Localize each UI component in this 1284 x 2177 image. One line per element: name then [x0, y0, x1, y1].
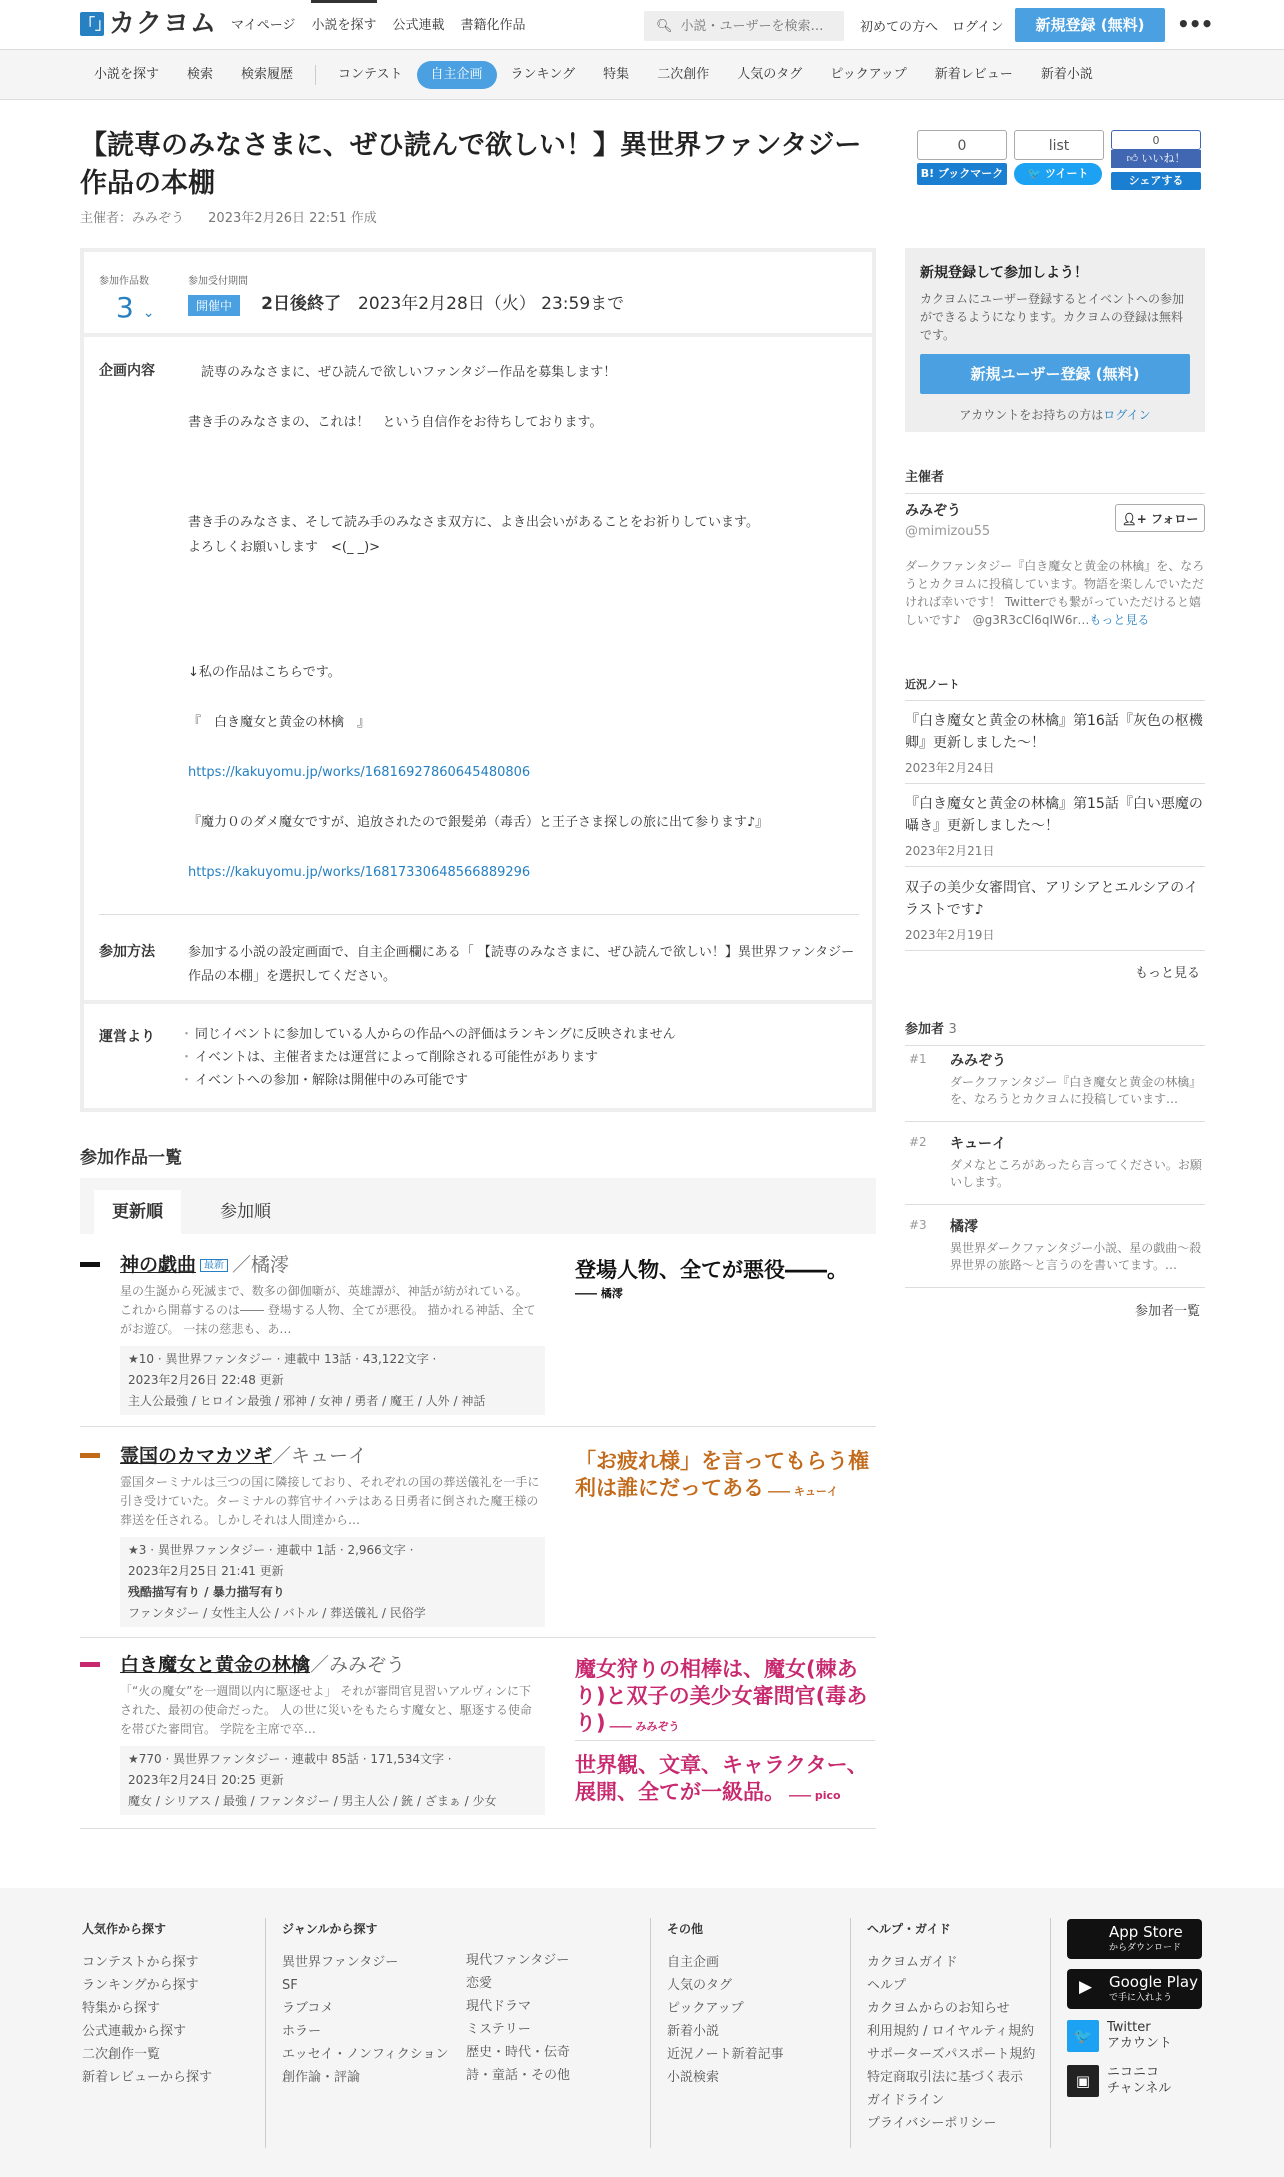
footer-link[interactable]: SF: [282, 1978, 298, 1993]
search-icon: 🔍︎: [656, 18, 673, 34]
tab-updated[interactable]: 更新順: [94, 1190, 181, 1234]
footer-link[interactable]: 現代ドラマ: [466, 1999, 532, 2014]
event-details: [80, 248, 876, 1112]
logo-mark-icon: 「」: [80, 12, 104, 36]
footer-divider: [650, 1918, 651, 2148]
app-store-button[interactable]: App Store からダウンロード: [1067, 1919, 1202, 1959]
footer-link[interactable]: サポーターズパスポート規約: [867, 2047, 1036, 2062]
footer-link[interactable]: ラブコメ: [282, 2001, 334, 2016]
member-name[interactable]: キューイ: [950, 1136, 1006, 1152]
footer-link[interactable]: 現代ファンタジー: [466, 1953, 570, 1968]
plan-url[interactable]: https://kakuyomu.jp/works/16816927860645480806: [188, 765, 531, 780]
work-stats: ★770 · 異世界ファンタジー · 連載中 85話 · 171,534文字 ·: [128, 1752, 452, 1766]
search-box[interactable]: [644, 11, 844, 41]
member-item[interactable]: [905, 1208, 1205, 1288]
plan-line: [188, 460, 858, 485]
work-review-catch: 世界観、文章、キャラクター、展開、全てが一級品。 ―― pico: [575, 1753, 868, 1804]
member-rank: #2: [909, 1135, 927, 1149]
work-color-bar: [80, 1262, 100, 1267]
work-stats: ★10 · 異世界ファンタジー · 連載中 13話 · 43,122文字 ·: [128, 1352, 437, 1366]
plan-line: ↓私の作品はこちらです。: [188, 665, 341, 680]
footer-link[interactable]: 特集から探す: [82, 2001, 161, 2016]
footer-col-title: その他: [667, 1922, 704, 1936]
rules-label: 運営より: [99, 1029, 155, 1045]
footer-link[interactable]: 利用規約 / ロイヤルティ規約: [867, 2024, 1035, 2039]
niconico-channel-link[interactable]: ▣ ニコニコ チャンネル: [1067, 2065, 1202, 2097]
login-link[interactable]: ログイン: [952, 19, 1004, 35]
footer-link[interactable]: カクヨムからのお知らせ: [867, 2001, 1010, 2016]
header-links: [860, 0, 1017, 50]
event-created: 2023年2月26日 22:51 作成: [208, 211, 377, 226]
footer-col-popular: [82, 1920, 212, 2089]
footer-col-title: 人気作から探す: [82, 1922, 167, 1936]
member-name[interactable]: 橘澪: [950, 1219, 978, 1235]
how-label: 参加方法: [99, 944, 155, 960]
work-item: [80, 1250, 876, 1427]
rule-item: ・ イベントは、主催者または運営によって削除される可能性があります: [180, 1046, 676, 1069]
work-title[interactable]: 霊国のカマカツギ: [120, 1445, 273, 1467]
search-input[interactable]: [681, 19, 841, 34]
work-title-line: [120, 1441, 367, 1468]
first-time-link[interactable]: 初めての方へ: [860, 19, 939, 35]
footer-link[interactable]: 恋愛: [466, 1976, 493, 1991]
plan-line: [188, 585, 858, 610]
plan-line: [188, 485, 858, 510]
member-desc: ダメなところがあったら言ってください。お願いします。: [950, 1158, 1202, 1189]
host-id: @mimizou55: [905, 524, 991, 539]
work-color-bar: [80, 1453, 100, 1458]
signup-title: 新規登録して参加しよう！: [920, 265, 1088, 281]
subnav-pickup[interactable]: ピックアップ: [830, 67, 907, 82]
plan-line: 『魔力０のダメ魔女ですが、追放されたので銀髪弟（毒舌）と王子さま探しの旅に出て参ります♪』: [188, 815, 769, 830]
subnav-fanfic[interactable]: 二次創作: [657, 67, 710, 82]
event-summary: [84, 252, 872, 337]
signup-button[interactable]: 新規ユーザー登録 (無料): [920, 354, 1190, 394]
divider: [99, 914, 859, 915]
footer-link[interactable]: 小説検索: [667, 2070, 720, 2085]
plan-line: [188, 385, 858, 410]
footer-col-title: ジャンルから探す: [282, 1922, 378, 1936]
plan-line: [188, 610, 858, 635]
work-updated: 2023年2月26日 22:48 更新: [128, 1373, 284, 1387]
footer-link[interactable]: ピックアップ: [667, 2001, 744, 2016]
rule-item: ・ イベントへの参加・解除は開催中のみ可能です: [180, 1069, 676, 1092]
footer-col-title: ヘルプ・ガイド: [867, 1922, 951, 1936]
footer-col-genre-2: [466, 1949, 570, 2087]
work-warnings: 残酷描写有り / 暴力描写有り: [128, 1585, 285, 1599]
bookmark-label: B! ブックマーク: [917, 163, 1007, 185]
how-to-join: 参加する小説の設定画面で、自主企画欄にある「 【読専のみなさまに、ぜひ読んで欲しい！】異世界ファンタジー作品の本棚」を選択してください。: [188, 945, 855, 984]
global-header: [0, 0, 1284, 50]
host-bio: ダークファンタジー『白き魔女と黄金の林檎』を、なろうとカクヨムに投稿しています。物語を楽しんでいただければ幸いです！ Twitterでも繋がっていただけると嬉しいです♪ @g3R3cCl6qIW6r…もっと見る: [905, 559, 1205, 627]
facebook-buttons: [1111, 130, 1201, 194]
footer-link[interactable]: 特定商取引法に基づく表示: [867, 2070, 1024, 2085]
follow-icon: 👤︎+: [1121, 512, 1147, 526]
remaining-days: 2日後終了: [261, 294, 341, 314]
plan-line: 書き手のみなさまの、これは！ という自信作をお待ちしております。: [188, 415, 603, 430]
work-item: [80, 1650, 876, 1829]
signup-panel: [905, 248, 1205, 432]
plan-line: [188, 435, 858, 460]
kakuyomu-logo[interactable]: [80, 9, 218, 39]
status-badge: 開催中: [188, 295, 240, 316]
subnav-contest[interactable]: コンテスト: [338, 67, 403, 82]
event-meta: [80, 207, 397, 226]
work-item: [80, 1441, 876, 1638]
footer-link[interactable]: コンテストから探す: [82, 1955, 199, 1970]
work-intro: 「“火の魔女”を一週間以内に駆逐せよ」 それが審問官見習いアルヴィンに下された、最初の使命だった。 人の世に災いをもたらす魔女と、駆逐する使命を帯びた審問官。 学院を主席で卒…: [120, 1684, 532, 1736]
entry-count: [99, 272, 154, 324]
work-info: [120, 1537, 545, 1627]
subnav-history[interactable]: 検索履歴: [241, 67, 294, 82]
work-title[interactable]: 白き魔女と黄金の林檎: [120, 1654, 311, 1676]
footer-link[interactable]: 人気のタグ: [667, 1978, 733, 1993]
twitter-account-link[interactable]: 🐦 Twitter アカウント: [1067, 2020, 1202, 2052]
note-title[interactable]: 『白き魔女と黄金の林檎』第15話『白い悪魔の囁き』更新しました～！: [905, 796, 1203, 834]
work-catchphrase: 登場人物、全てが悪役――。 ―― 橘澪: [575, 1258, 848, 1300]
work-catchphrase: 「お疲れ様」を言ってもらう権利は誰にだってある ―― キューイ: [575, 1449, 869, 1500]
footer-link[interactable]: 自主企画: [667, 1955, 720, 1970]
work-title-line: [120, 1650, 405, 1677]
notes-heading: 近況ノート: [905, 676, 1205, 701]
plan-content: [188, 360, 858, 885]
nav-official-serials[interactable]: 公式連載: [392, 18, 445, 33]
plan-label: 企画内容: [99, 363, 155, 379]
footer: [0, 1888, 1284, 2177]
host-more-link[interactable]: もっと見る: [1089, 613, 1150, 627]
host-profile: [905, 500, 1205, 629]
footer-link[interactable]: 近況ノート新着記事: [667, 2047, 784, 2062]
footer-link[interactable]: 新着レビューから探す: [82, 2070, 213, 2085]
works-list-heading: 参加作品一覧: [80, 1148, 182, 1168]
member-item[interactable]: [905, 1042, 1205, 1122]
niconico-icon: ▣: [1067, 2065, 1099, 2097]
plan-line: 読専のみなさまに、ぜひ読んで欲しいファンタジー作品を募集します！: [188, 365, 617, 380]
hatena-bookmark-button[interactable]: [917, 130, 1007, 194]
subnav-ranking[interactable]: ランキング: [510, 67, 576, 82]
footer-link[interactable]: カクヨムガイド: [867, 1955, 958, 1970]
footer-divider: [850, 1918, 851, 2148]
chevron-down-icon: ⌄: [142, 305, 155, 321]
subnav-new-reviews[interactable]: 新着レビュー: [934, 67, 1013, 82]
footer-link[interactable]: ランキングから探す: [82, 1978, 199, 1993]
signup-text: カクヨムにユーザー登録するとイベントへの参加ができるようになります。カクヨムの登録は無料です。: [920, 292, 1185, 342]
footer-link[interactable]: エッセイ・ノンフィクション: [282, 2047, 449, 2062]
entry-count-label: 参加作品数: [99, 276, 149, 287]
member-rank: #3: [909, 1218, 927, 1232]
subnav-popular-tags[interactable]: 人気のタグ: [737, 67, 803, 82]
page-title: 【読専のみなさまに、ぜひ読んで欲しい！】異世界ファンタジー作品の本棚: [80, 130, 862, 199]
work-info: [120, 1746, 545, 1815]
fb-like-button[interactable]: 👍︎ いいね！: [1111, 150, 1201, 168]
footer-link[interactable]: ミステリー: [466, 2022, 531, 2037]
member-name[interactable]: みみぞう: [950, 1053, 1006, 1069]
login-prompt: アカウントをお持ちの方はログイン: [959, 408, 1151, 422]
entry-period: [188, 272, 624, 316]
footer-link[interactable]: 詩・童話・その他: [466, 2068, 571, 2083]
members-more-link[interactable]: 参加者一覧: [1135, 1304, 1201, 1319]
note-title[interactable]: 『白き魔女と黄金の林檎』第16話『灰色の枢機卿』更新しました～！: [905, 713, 1203, 751]
note-item[interactable]: [905, 877, 1205, 951]
new-badge: 最新: [200, 1259, 228, 1272]
tweet-button[interactable]: [1014, 130, 1104, 194]
footer-link[interactable]: 新着小説: [667, 2024, 720, 2039]
footer-divider: [265, 1918, 266, 2148]
work-tags[interactable]: 主人公最強 / ヒロイン最強 / 邪神 / 女神 / 勇者 / 魔王 / 人外 / 神話: [128, 1394, 486, 1408]
more-menu-icon[interactable]: •••: [1177, 12, 1213, 36]
work-catchphrase: 魔女狩りの相棒は、魔女(棘あり)と双子の美少女審問官(毒あり) ―― みみぞう: [575, 1657, 868, 1735]
subnav-user-events[interactable]: 自主企画: [417, 61, 497, 89]
period-label: 参加受付期間: [188, 276, 248, 287]
work-stats: ★3 · 異世界ファンタジー · 連載中 1話 · 2,966文字 ·: [128, 1543, 414, 1557]
nav-mypage[interactable]: マイページ: [231, 18, 296, 33]
footer-link[interactable]: 公式連載から探す: [82, 2024, 187, 2039]
work-color-bar: [80, 1662, 100, 1667]
plan-url[interactable]: https://kakuyomu.jp/works/16817330648566889296: [188, 865, 531, 880]
subnav-find[interactable]: 小説を探す: [94, 67, 160, 82]
subnav-new-novels[interactable]: 新着小説: [1040, 67, 1093, 82]
work-author[interactable]: ／みみぞう: [310, 1654, 406, 1676]
note-title[interactable]: 双子の美少女審問官、アリシアとエルシアのイラストです♪: [905, 880, 1199, 918]
share-buttons: [917, 130, 1208, 194]
subnav-divider: [315, 65, 316, 85]
member-item[interactable]: [905, 1125, 1205, 1205]
divider: [575, 1740, 875, 1741]
nav-published-works[interactable]: 書籍化作品: [460, 18, 526, 33]
note-item[interactable]: [905, 710, 1205, 784]
footer-divider: [1050, 1918, 1051, 2148]
plan-line: [188, 560, 858, 585]
works-tabs: [80, 1178, 876, 1234]
register-button[interactable]: 新規登録 (無料): [1015, 8, 1165, 42]
work-tags[interactable]: 魔女 / シリアス / 最強 / ファンタジー / 男主人公 / 銃 / ざまぁ / 少女: [128, 1794, 497, 1808]
notes-more-link[interactable]: もっと見る: [1135, 966, 1201, 981]
members-heading: 参加者 3: [905, 1018, 1205, 1046]
plan-line: 書き手のみなさま、そして読み手のみなさま双方に、よき出会いがあることをお祈りしています。: [188, 515, 759, 530]
footer-link[interactable]: プライバシーポリシー: [867, 2116, 997, 2131]
host-heading: 主催者: [905, 466, 1205, 494]
plan-line: [188, 785, 858, 810]
footer-link[interactable]: 異世界ファンタジー: [282, 1955, 399, 1970]
work-title[interactable]: 神の戯曲: [120, 1254, 197, 1276]
plan-line: [188, 835, 858, 860]
logo-text: カクヨム: [109, 9, 218, 39]
footer-col-help: [867, 1920, 1035, 2135]
deadline: 2023年2月28日（火） 23:59まで: [358, 294, 625, 314]
rules-list: [180, 1023, 676, 1092]
footer-link[interactable]: 二次創作一覧: [82, 2047, 161, 2062]
google-play-button[interactable]: ▶ Google Play で手に入れよう: [1067, 1969, 1202, 2009]
work-tags[interactable]: ファンタジー / 女性主人公 / バトル / 葬送儀礼 / 民俗学: [128, 1606, 426, 1620]
footer-link[interactable]: 創作論・評論: [282, 2070, 361, 2085]
work-info: [120, 1346, 545, 1415]
work-title-line: [120, 1250, 289, 1277]
work-author[interactable]: ／キューイ: [272, 1445, 368, 1467]
note-date: 2023年2月21日: [905, 844, 995, 858]
footer-col-genre: [282, 1920, 449, 2089]
work-updated: 2023年2月25日 21:41 更新: [128, 1564, 284, 1578]
fb-share-button[interactable]: シェアする: [1111, 172, 1201, 190]
bookmark-count: 0: [917, 130, 1007, 160]
work-updated: 2023年2月24日 20:25 更新: [128, 1773, 284, 1787]
list-box: list: [1014, 130, 1104, 160]
member-desc: ダークファンタジー『白き魔女と黄金の林檎』を、なろうとカクヨムに投稿しています…: [950, 1075, 1202, 1106]
sub-nav: [0, 50, 1284, 100]
footer-link[interactable]: ガイドライン: [867, 2093, 945, 2108]
rule-item: ・ 同じイベントに参加している人からの作品への評価はランキングに反映されません: [180, 1023, 676, 1046]
plan-line: よろしくお願いします <(_ _)>: [188, 540, 381, 555]
top-nav: [231, 0, 542, 50]
footer-col-other: [667, 1920, 784, 2089]
footer-link[interactable]: ホラー: [282, 2024, 322, 2039]
host-name[interactable]: みみぞう: [905, 503, 961, 519]
note-date: 2023年2月24日: [905, 761, 995, 775]
member-desc: 異世界ダークファンタジー小説、星の戯曲〜殺界世界の旅路〜と言うのを書いてます。…: [950, 1241, 1202, 1272]
plan-line: [188, 735, 858, 760]
divider: [84, 1000, 872, 1004]
plan-line: [188, 635, 858, 660]
note-item[interactable]: [905, 793, 1205, 867]
member-rank: #1: [909, 1052, 927, 1066]
entry-count-value[interactable]: 3 ⌄: [116, 291, 155, 324]
event-host: 主催者：みみぞう: [80, 211, 185, 226]
subnav-search[interactable]: 検索: [187, 67, 214, 82]
footer-link[interactable]: ヘルプ: [867, 1978, 907, 1993]
google-play-icon: ▶: [1079, 1977, 1093, 1997]
nav-find-novels[interactable]: 小説を探す: [311, 0, 376, 50]
twitter-icon: 🐦: [1067, 2020, 1099, 2052]
plan-line: 『 白き魔女と黄金の林檎 』: [188, 715, 371, 730]
work-author[interactable]: ／橘澪: [232, 1254, 290, 1276]
subnav-features[interactable]: 特集: [603, 67, 630, 82]
sidebar-login-link[interactable]: ログイン: [1103, 408, 1151, 422]
note-date: 2023年2月19日: [905, 928, 995, 942]
footer-link[interactable]: 歴史・時代・伝奇: [466, 2045, 571, 2060]
work-intro: 霊国ターミナルは三つの国に隣接しており、それぞれの国の葬送儀礼を一手に引き受けていた。ターミナルの葬官サイハテはある日勇者に倒された魔王様の葬送を任される。しかしそれは人間達から…: [120, 1475, 540, 1527]
fb-count: 0: [1111, 130, 1201, 150]
tab-joined[interactable]: 参加順: [220, 1202, 271, 1222]
follow-button[interactable]: 👤︎+ フォロー: [1115, 504, 1205, 532]
plan-line: [188, 685, 858, 710]
work-intro: 星の生誕から死滅まで、数多の御伽噺が、英雄譚が、神話が紡がれている。 これから開幕するのは―― 登場する人物、全てが悪役。 描かれる神話、全てがお遊び。 一抹の慈悲も、あ…: [120, 1284, 536, 1336]
tweet-label: 🐦 ツイート: [1014, 163, 1102, 185]
